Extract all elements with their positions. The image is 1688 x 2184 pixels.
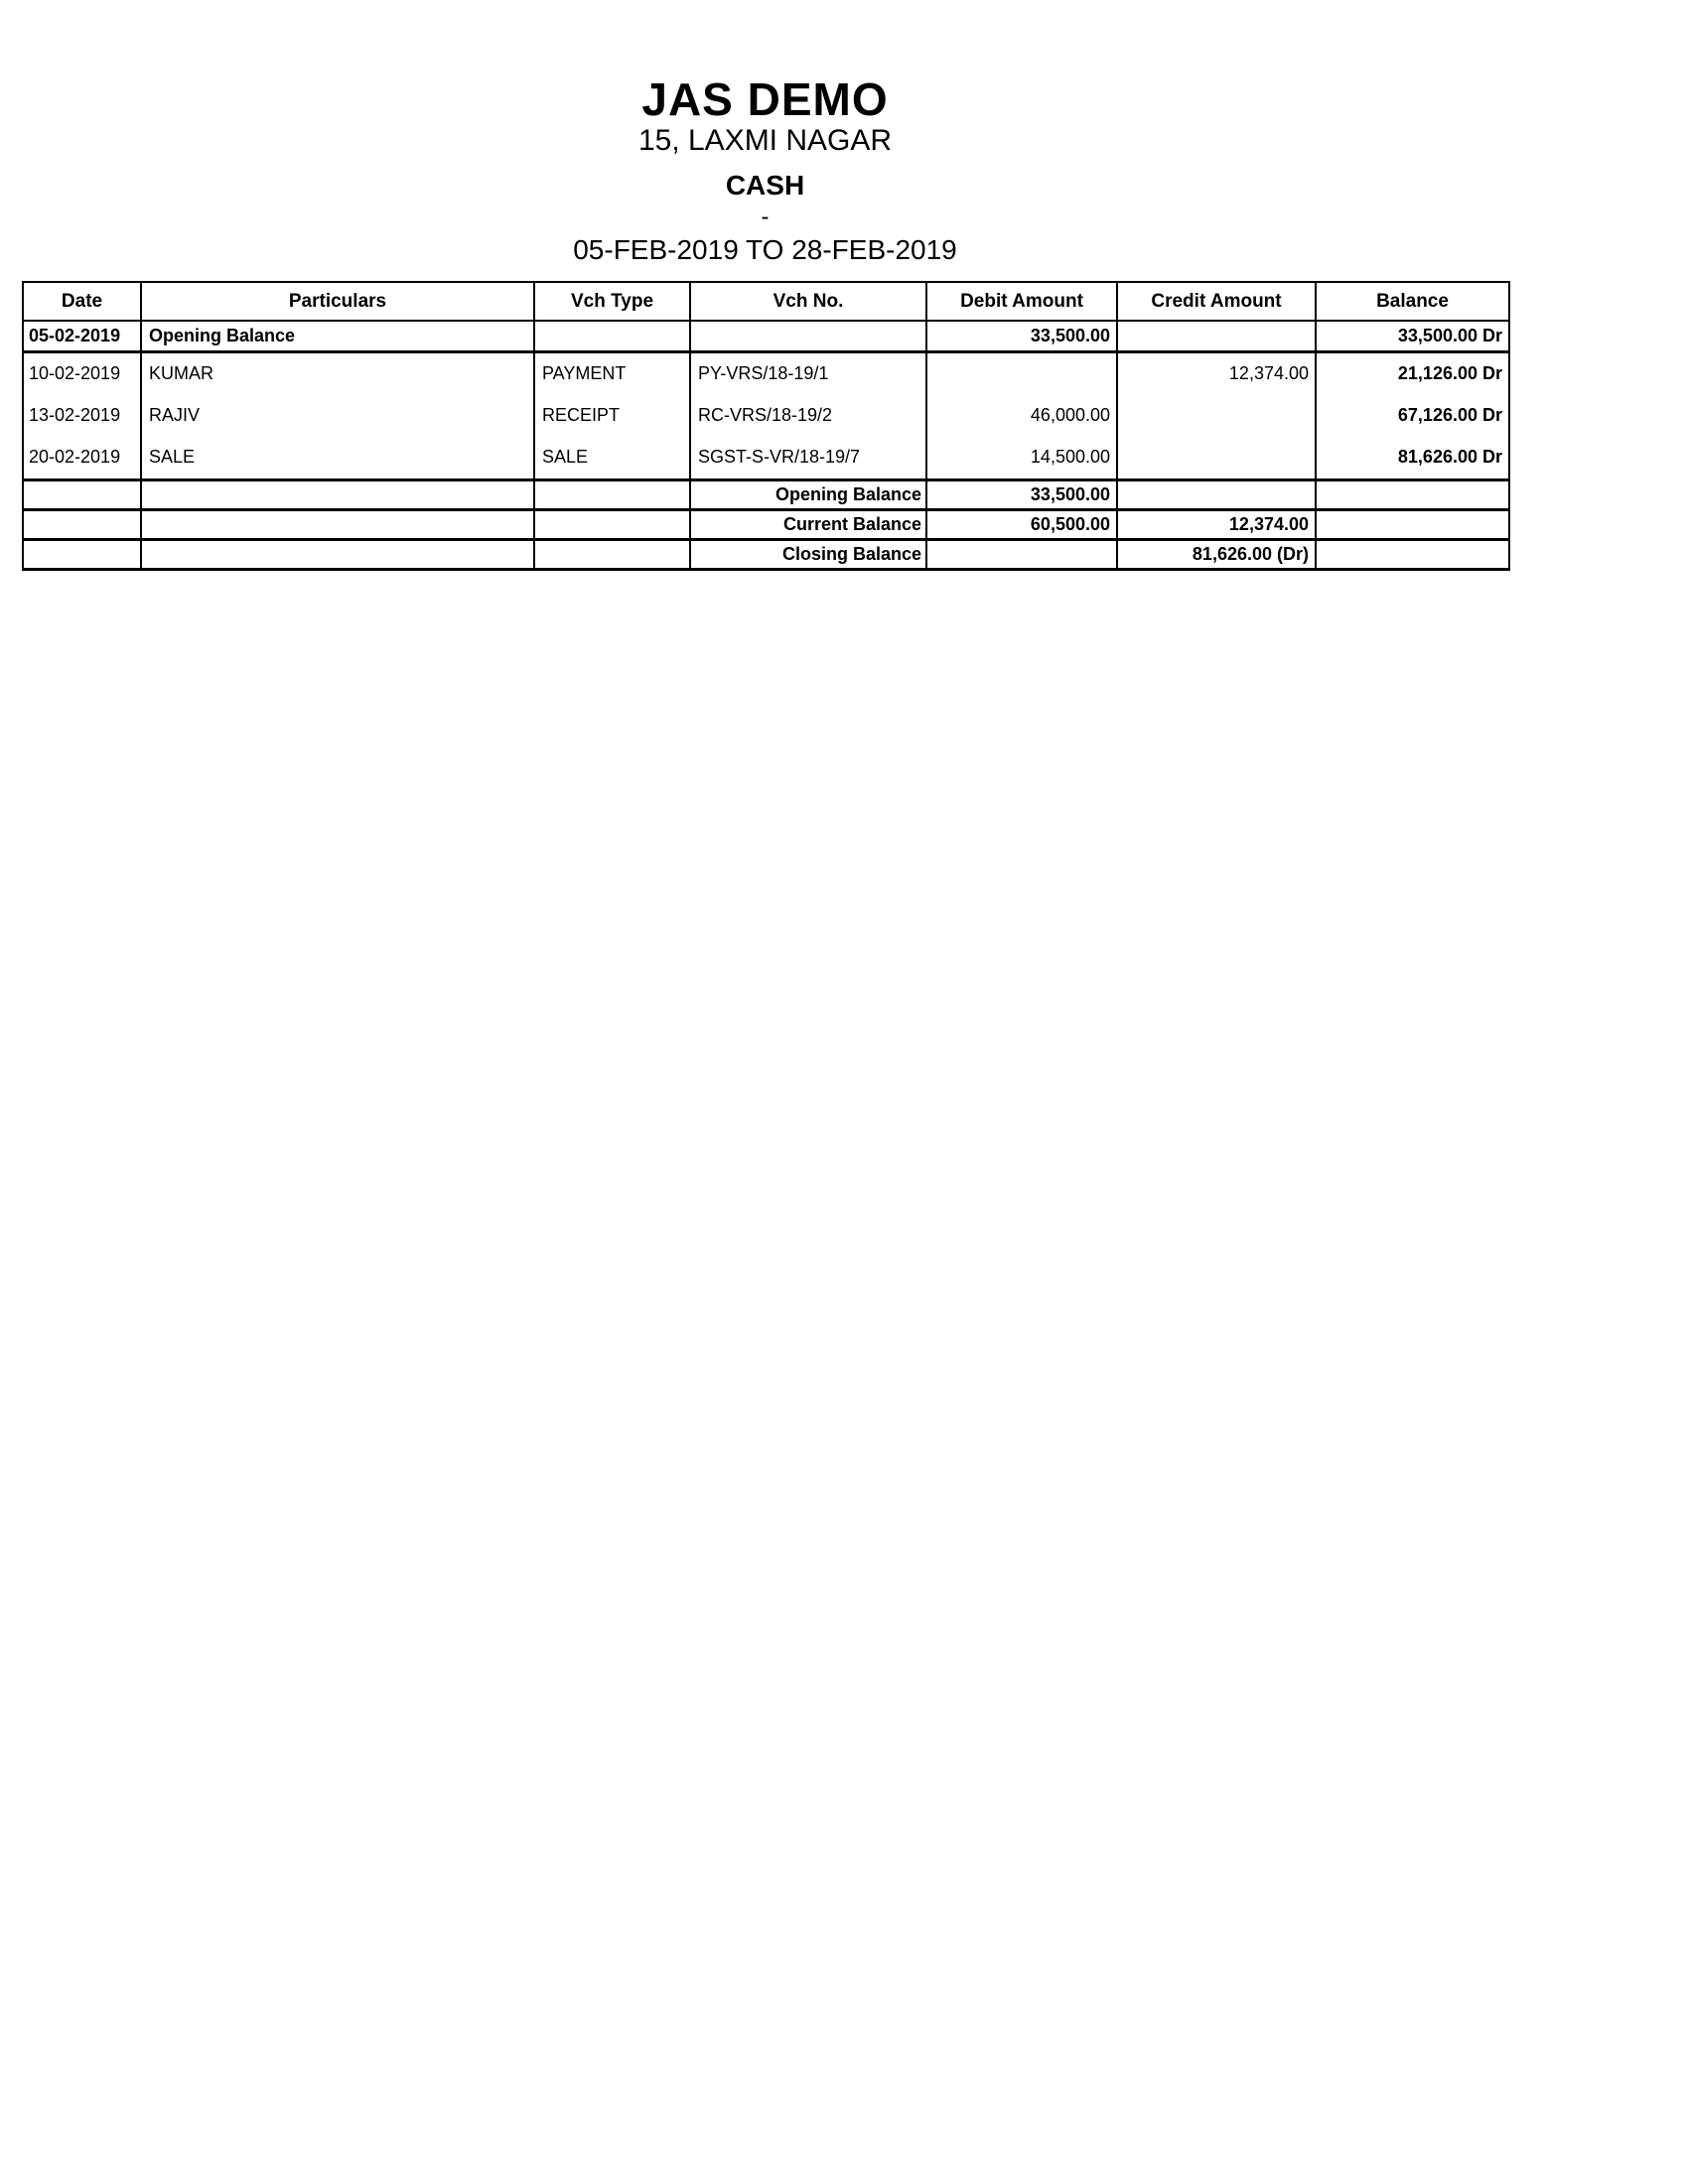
- col-header-debit-amount: Debit Amount: [926, 282, 1117, 321]
- col-header-balance: Balance: [1316, 282, 1509, 321]
- cell-date: [23, 479, 141, 509]
- company-name: JAS DEMO: [641, 73, 889, 125]
- summary-label: Current Balance: [690, 509, 926, 539]
- col-header-credit-amount: Credit Amount: [1117, 282, 1316, 321]
- cell-date: 20-02-2019: [23, 437, 141, 479]
- opening-balance-row: [23, 321, 1509, 351]
- table-header-row: [23, 282, 1509, 321]
- cell-credit: [1117, 479, 1316, 509]
- cell-debit: [926, 539, 1117, 569]
- cell-debit: 33,500.00: [926, 321, 1117, 351]
- cell-particulars: [141, 509, 534, 539]
- cell-debit: 14,500.00: [926, 437, 1117, 479]
- cell-vch-type: [534, 509, 690, 539]
- report-content: [22, 0, 1508, 571]
- cell-date: [23, 539, 141, 569]
- cell-particulars: KUMAR: [141, 351, 534, 394]
- cell-particulars: [141, 479, 534, 509]
- cell-debit: 60,500.00: [926, 509, 1117, 539]
- transaction-row: [23, 351, 1509, 394]
- cell-particulars: SALE: [141, 437, 534, 479]
- cell-vch-no: RC-VRS/18-19/2: [690, 394, 926, 437]
- cell-date: 10-02-2019: [23, 351, 141, 394]
- cell-vch-no: SGST-S-VR/18-19/7: [690, 437, 926, 479]
- header-separator: -: [761, 204, 770, 230]
- cell-balance: 21,126.00 Dr: [1316, 351, 1509, 394]
- report-period: 05-FEB-2019 TO 28-FEB-2019: [573, 234, 957, 265]
- col-header-date: Date: [23, 282, 141, 321]
- summary-row-current-balance: [23, 509, 1509, 539]
- cell-particulars: [141, 539, 534, 569]
- ledger-table: [22, 281, 1510, 571]
- cell-balance: [1316, 509, 1509, 539]
- cell-balance: [1316, 479, 1509, 509]
- cell-credit: 12,374.00: [1117, 509, 1316, 539]
- cell-credit: [1117, 394, 1316, 437]
- cell-credit: [1117, 321, 1316, 351]
- transaction-row: [23, 437, 1509, 479]
- summary-label: Closing Balance: [690, 539, 926, 569]
- cell-particulars: Opening Balance: [141, 321, 534, 351]
- summary-label: Opening Balance: [690, 479, 926, 509]
- cell-balance: 81,626.00 Dr: [1316, 437, 1509, 479]
- cell-date: 13-02-2019: [23, 394, 141, 437]
- col-header-vch-no: Vch No.: [690, 282, 926, 321]
- cell-vch-type: RECEIPT: [534, 394, 690, 437]
- cell-balance: 67,126.00 Dr: [1316, 394, 1509, 437]
- cell-vch-type: [534, 539, 690, 569]
- cell-vch-type: PAYMENT: [534, 351, 690, 394]
- summary-row-opening-balance: [23, 479, 1509, 509]
- cell-balance: 33,500.00 Dr: [1316, 321, 1509, 351]
- cell-vch-no: [690, 321, 926, 351]
- company-address: 15, LAXMI NAGAR: [637, 124, 893, 157]
- cell-vch-type: [534, 321, 690, 351]
- cell-debit: 46,000.00: [926, 394, 1117, 437]
- col-header-vch-type: Vch Type: [534, 282, 690, 321]
- cell-debit: [926, 351, 1117, 394]
- cell-vch-no: PY-VRS/18-19/1: [690, 351, 926, 394]
- cell-debit: 33,500.00: [926, 479, 1117, 509]
- cell-credit: 12,374.00: [1117, 351, 1316, 394]
- cell-balance: [1316, 539, 1509, 569]
- cell-date: 05-02-2019: [23, 321, 141, 351]
- cell-particulars: RAJIV: [141, 394, 534, 437]
- summary-row-closing-balance: [23, 539, 1509, 569]
- cell-credit: 81,626.00 (Dr): [1117, 539, 1316, 569]
- cell-vch-type: [534, 479, 690, 509]
- col-header-particulars: Particulars: [141, 282, 534, 321]
- cell-vch-type: SALE: [534, 437, 690, 479]
- cell-date: [23, 509, 141, 539]
- transaction-row: [23, 394, 1509, 437]
- ledger-name: CASH: [725, 170, 805, 201]
- cell-credit: [1117, 437, 1316, 479]
